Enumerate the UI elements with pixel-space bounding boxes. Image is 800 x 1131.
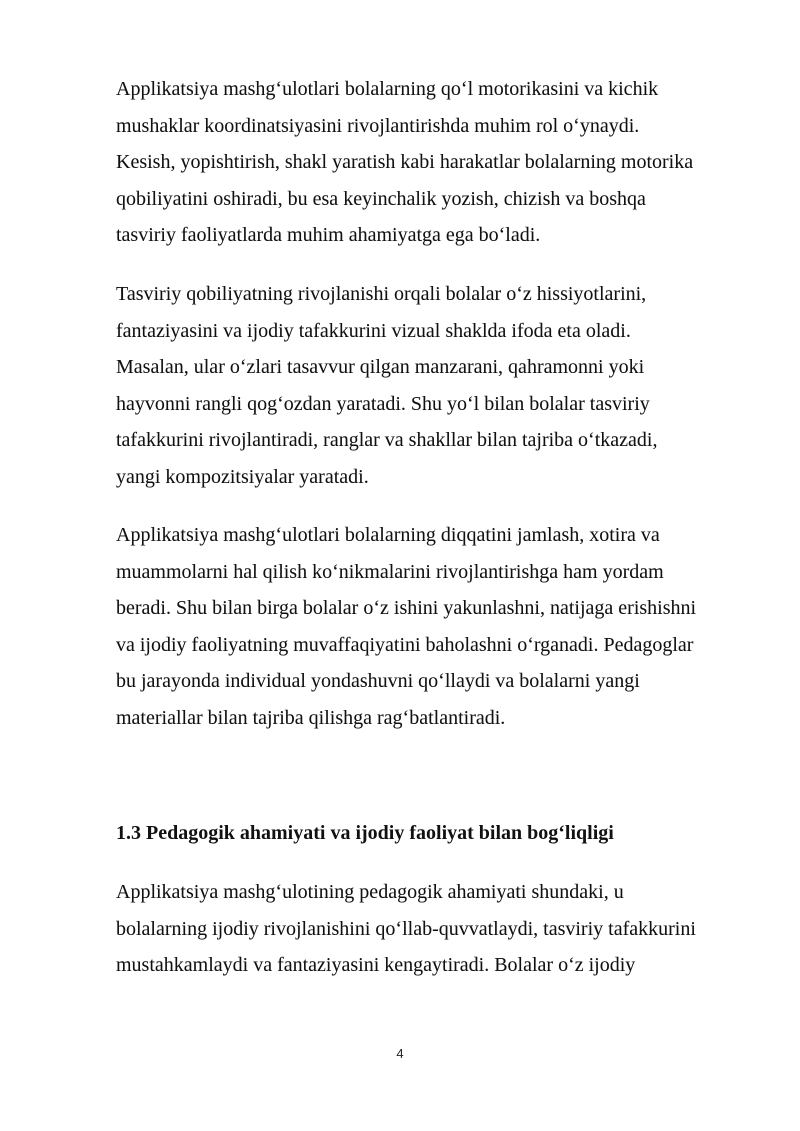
text-line: va ijodiy faoliyatning muvaffaqiyatini baholashni o‘rganadi. Pedagoglar — [116, 633, 694, 656]
text-line: Applikatsiya mashg‘ulotining pedagogik ahamiyati shundaki, u — [116, 881, 624, 903]
text-line: Masalan, ular o‘zlari tasavvur qilgan manzarani, qahramonni yoki — [116, 356, 645, 379]
text-line: mustahkamlaydi va fantaziyasini kengaytiradi. Bolalar o‘z ijodiy — [116, 954, 636, 977]
paragraph-attention-memory — [116, 517, 756, 737]
text-line: mushaklar koordinatsiyasini rivojlantirishda muhim rol o‘ynaydi. — [116, 114, 640, 137]
text-line: tafakkurini rivojlantiradi, ranglar va shakllar bilan tajriba o‘tkazadi, — [116, 429, 658, 452]
paragraph-visual-ability — [116, 276, 756, 496]
text-line: muammolarni hal qilish ko‘nikmalarini rivojlantirishga ham yordam — [116, 560, 664, 583]
text-line: Applikatsiya mashg‘ulotlari bolalarning qo‘l motorikasini va kichik — [116, 78, 659, 100]
section-heading: 1.3 Pedagogik ahamiyati va ijodiy faoliyat bilan bog‘liqligi — [116, 822, 614, 844]
text-line: fantaziyasini va ijodiy tafakkurini vizual shaklda ifoda eta oladi. — [116, 319, 631, 342]
text-line: materiallar bilan tajriba qilishga rag‘batlantiradi. — [116, 706, 506, 729]
text-line: tasviriy faoliyatlarda muhim ahamiyatga ega bo‘ladi. — [116, 224, 541, 247]
text-line: qobiliyatini oshiradi, bu esa keyinchalik yozish, chizish va boshqa — [116, 187, 646, 210]
text-line: Applikatsiya mashg‘ulotlari bolalarning diqqatini jamlash, xotira va — [116, 524, 660, 546]
text-line: hayvonni rangli qog‘ozdan yaratadi. Shu yo‘l bilan bolalar tasviriy — [116, 392, 650, 415]
paragraph-pedagogical-significance — [116, 874, 756, 984]
text-line: beradi. Shu bilan birga bolalar o‘z ishini yakunlashni, natijaga erishishni — [116, 597, 697, 620]
text-line: bu jarayonda individual yondashuvni qo‘llaydi va bolalarni yangi — [116, 670, 640, 693]
text-line: Tasviriy qobiliyatning rivojlanishi orqali bolalar o‘z hissiyotlarini, — [116, 283, 647, 305]
text-line: bolalarning ijodiy rivojlanishini qo‘llab-quvvatlaydi, tasviriy tafakkurini — [116, 917, 696, 940]
text-line: Kesish, yopishtirish, shakl yaratish kabi harakatlar bolalarning motorika — [116, 151, 694, 174]
paragraph-motor-skills — [116, 71, 756, 254]
text-line: yangi kompozitsiyalar yaratadi. — [116, 465, 369, 488]
page-number: 4 — [396, 1046, 404, 1061]
